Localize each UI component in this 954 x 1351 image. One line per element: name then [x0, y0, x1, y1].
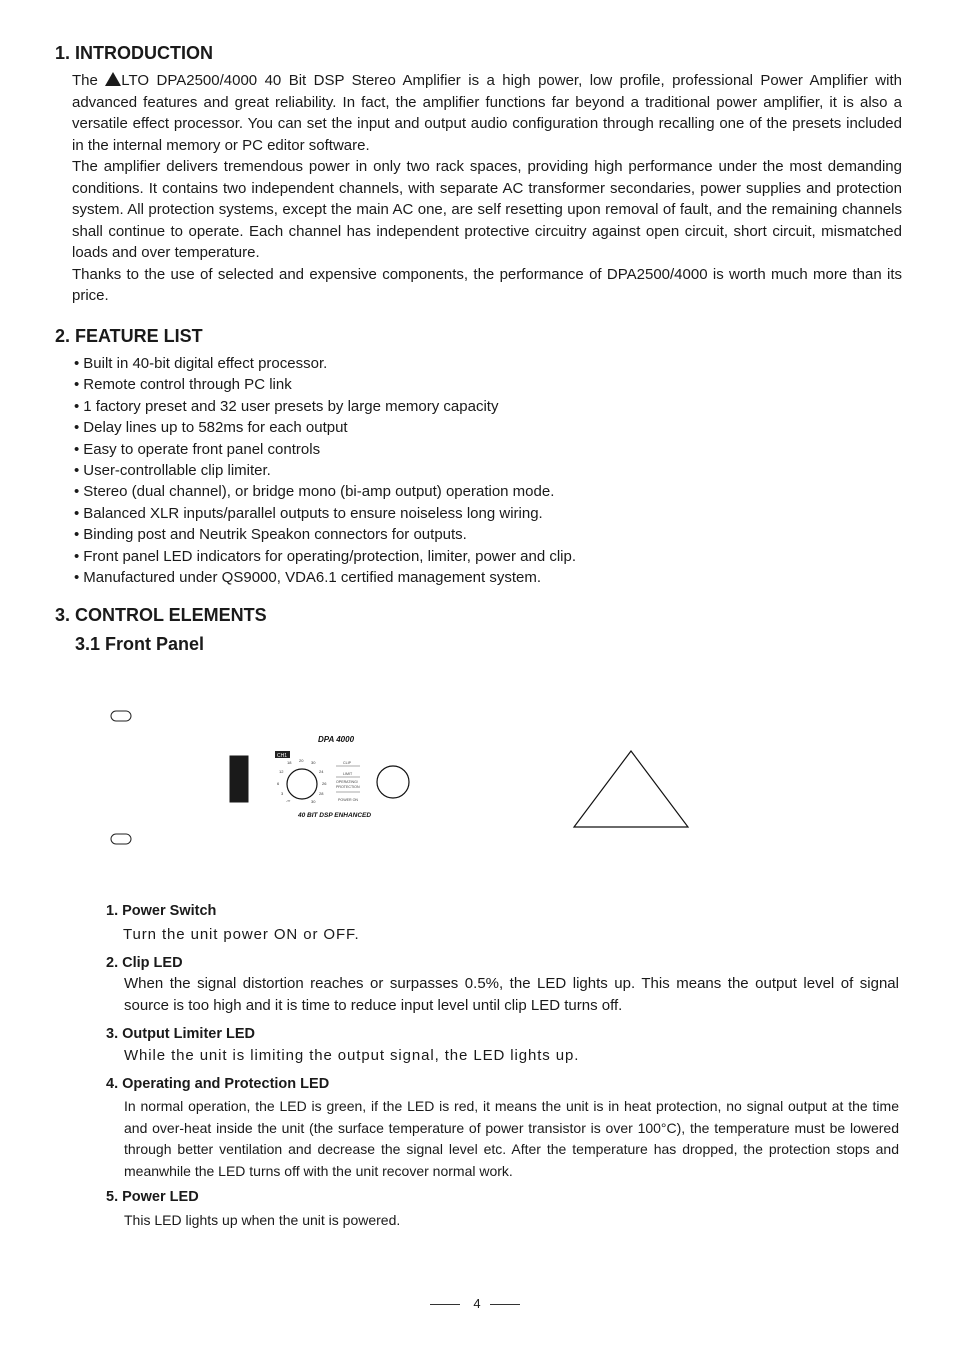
feature-item: • Easy to operate front panel controls	[74, 439, 576, 460]
panel-footer-label: 40 BIT DSP ENHANCED	[298, 812, 372, 819]
alto-logo-triangle-icon	[105, 72, 121, 86]
display-knob-icon	[377, 766, 409, 798]
intro-paragraph-3: Thanks to the use of selected and expensive components, the performance of DPA2500/4000 is worth much more than its price.	[72, 265, 902, 304]
item-limiter-led-text: While the unit is limiting the output signal, the LED lights up.	[124, 1047, 580, 1064]
scale-tick-label: 6	[277, 781, 280, 786]
channel-badge: CH1	[277, 753, 288, 759]
feature-item: • Balanced XLR inputs/parallel outputs to ensure noiseless long wiring.	[74, 503, 576, 524]
scale-tick-label: 18	[287, 760, 292, 765]
feature-item: • Stereo (dual channel), or bridge mono (bi-amp output) operation mode.	[74, 481, 576, 502]
item-protection-led-text: In normal operation, the LED is green, if the LED is red, it means the unit is in heat protection, no signal output at the time and over-heat inside the unit (the surface temperature of power transistor is over 100°C), the temperature must be lowered through better ventilation and decrease the signal level etc. After the temperature has dropped, the protection stops and meanwhile the LED turns off with the unit recover normal work.	[124, 1098, 899, 1179]
scale-tick-label: 30	[311, 760, 316, 765]
item-power-led-title: 5. Power LED	[106, 1189, 199, 1205]
protection-led-label: PROTECTION	[336, 785, 360, 789]
section-3-title: 3. CONTROL ELEMENTS	[55, 605, 267, 625]
item-protection-led-title: 4. Operating and Protection LED	[106, 1076, 330, 1092]
feature-item: • Delay lines up to 582ms for each output	[74, 417, 576, 438]
scale-tick-label: 24	[319, 769, 324, 774]
scale-tick-label: 26	[322, 781, 327, 786]
item-clip-led-title: 2. Clip LED	[106, 955, 183, 971]
item-power-switch-title: 1. Power Switch	[106, 903, 217, 919]
page-number-rule-right	[490, 1304, 520, 1305]
intro-paragraph-1-text: LTO DPA2500/4000 40 Bit DSP Stereo Amplifier is a high power, low profile, professional Power Amplifier with advanced features and great reliability. In fact, the amplifier functions far beyond a traditional power amplifier, it is also a versatile effect processor. You can set the input and output audio configuration through recalling one of the presets included in the internal memory or PC editor software.	[72, 72, 902, 154]
intro-lead: The	[72, 72, 98, 89]
introduction-body	[72, 70, 902, 307]
section-2-title: 2. FEATURE LIST	[55, 326, 203, 346]
front-panel-subtitle: 3.1 Front Panel	[75, 634, 205, 654]
scale-tick-label: 3	[281, 791, 284, 796]
feature-item: • User-controllable clip limiter.	[74, 460, 576, 481]
feature-item: • Remote control through PC link	[74, 374, 576, 395]
feature-item: • Front panel LED indicators for operating/protection, limiter, power and clip.	[74, 546, 576, 567]
front-panel-diagram	[0, 700, 954, 860]
rack-handle-top-icon	[111, 711, 131, 721]
scale-tick-label: 12	[279, 769, 284, 774]
scale-tick-label: 30	[311, 799, 316, 804]
limit-led-label: LIMIT	[343, 772, 353, 776]
power-led-label: POWER ON	[338, 798, 358, 802]
operating-led-label: OPERATING/	[336, 780, 358, 784]
clip-led-label: CLIP	[343, 761, 351, 765]
item-clip-led-text: When the signal distortion reaches or surpasses 0.5%, the LED lights up. This means the output level of signal source is too high and it is time to reduce input level until clip LED turns off.	[124, 975, 899, 1014]
item-power-switch-text: Turn the unit power ON or OFF.	[123, 926, 360, 943]
page-number: 4	[473, 1296, 481, 1311]
rack-handle-bottom-icon	[111, 834, 131, 844]
feature-item: • Manufactured under QS9000, VDA6.1 certified management system.	[74, 567, 576, 588]
section-1-title: 1. INTRODUCTION	[55, 43, 214, 63]
scale-tick-label: 28	[319, 791, 324, 796]
gain-knob-icon	[287, 769, 317, 799]
feature-item: • Binding post and Neutrik Speakon connectors for outputs.	[74, 524, 576, 545]
item-limiter-led-title: 3. Output Limiter LED	[106, 1026, 256, 1042]
scale-tick-label: -∞	[286, 798, 291, 803]
intro-paragraph-1	[72, 70, 902, 156]
scale-tick-label: 20	[299, 758, 304, 763]
feature-item: • 1 factory preset and 32 user presets by large memory capacity	[74, 396, 576, 417]
feature-list	[74, 353, 576, 588]
feature-item: • Built in 40-bit digital effect processor.	[74, 353, 576, 374]
model-label: DPA 4000	[318, 735, 355, 744]
warning-triangle-icon	[574, 751, 688, 827]
item-power-led-text: This LED lights up when the unit is powered.	[124, 1212, 401, 1228]
intro-paragraph-2: The amplifier delivers tremendous power in only two rack spaces, providing high performance under the most demanding conditions. It contains two independent channels, with separate AC transformer secondaries, power supplies and protection system. All protection systems, except the main AC one, are self resetting upon removal of fault, and the remaining channels shall continue to operate. Each channel has independent protective circuitry against open circuit, short circuit, mismatched loads and over temperature.	[72, 158, 902, 261]
power-switch-icon	[230, 756, 248, 802]
